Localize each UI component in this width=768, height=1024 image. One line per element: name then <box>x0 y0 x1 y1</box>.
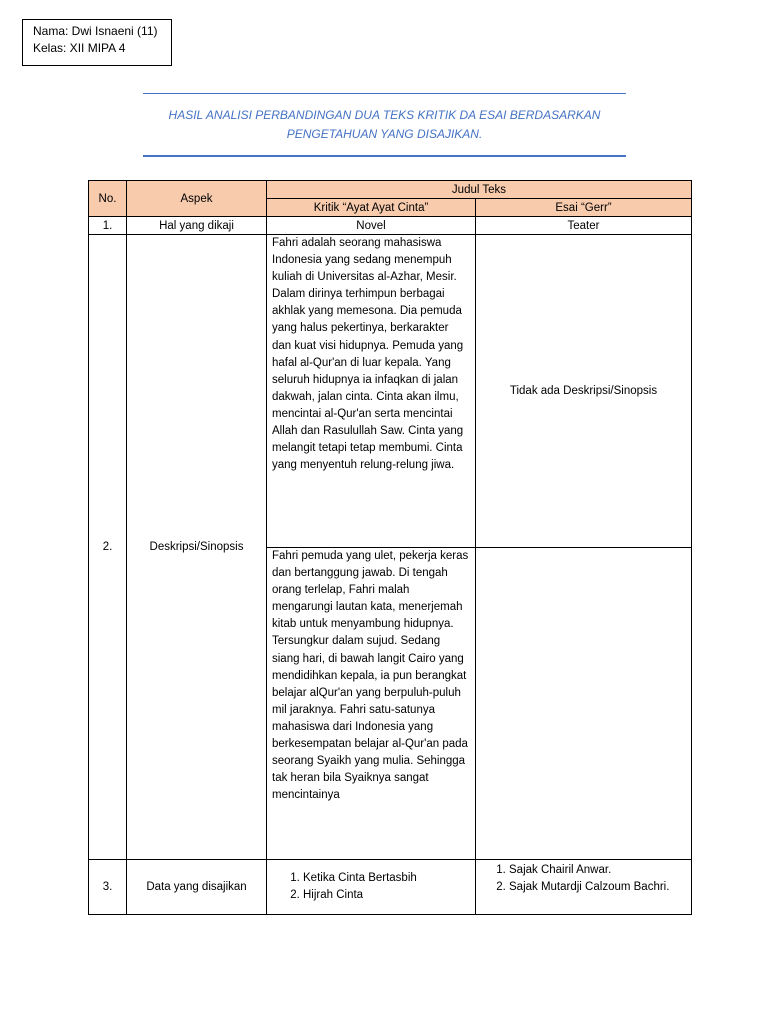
list-item: 1. Sajak Chairil Anwar. <box>509 862 686 879</box>
row2-kritik-part2: Fahri pemuda yang ulet, pekerja keras dan bertanggung jawab. Di tengah orang terlelap, Fahri malah mengarungi lautan kata, menerjemah kitab untuk menyambung hidupnya. Tersungkur dalam sujud. Sedang siang hari, di bawah langit Cairo yang mendidihkan kepala, ia pun berangkat belajar alQur'an yang berpuluh-puluh mil jaraknya. Fahri satu-satunya mahasiswa dari Indonesia yang berkesempatan belajar al-Qur'an pada seorang Syaikh yang mulia. Sehingga tak heran bila Syaiknya sangat mencintainya <box>267 548 476 860</box>
list-item: 2. Sajak Mutardji Calzoum Bachri. <box>509 879 686 896</box>
list-item: 2. Hijrah Cinta <box>303 887 470 904</box>
row1-no: 1. <box>89 217 127 235</box>
row3-no: 3. <box>89 860 127 915</box>
row3-esai <box>476 860 692 915</box>
student-name: Nama: Dwi Isnaeni (11) <box>33 24 158 38</box>
row2-no: 2. <box>89 235 127 860</box>
header-no: No. <box>89 181 127 217</box>
row2-aspek: Deskripsi/Sinopsis <box>127 235 267 860</box>
header-judul-teks: Judul Teks <box>267 181 692 199</box>
header-kritik: Kritik “Ayat Ayat Cinta” <box>267 199 476 217</box>
header-aspek: Aspek <box>127 181 267 217</box>
esai-data-list <box>481 862 686 896</box>
row3-kritik <box>267 860 476 915</box>
table-row <box>89 235 692 548</box>
comparison-table <box>88 180 692 915</box>
title-line-2: PENGETAHUAN YANG DISAJIKAN. <box>286 127 483 141</box>
list-item: 1. Ketika Cinta Bertasbih <box>303 870 470 887</box>
student-class: Kelas: XII MIPA 4 <box>33 41 126 55</box>
row2-kritik-part1: Fahri adalah seorang mahasiswa Indonesia yang sedang menempuh kuliah di Universitas al-Azhar, Mesir. Dalam dirinya terhimpun berbagai akhlak yang memesona. Dia pemuda yang halus pekertinya, berkarakter dan kuat visi hidupnya. Pemuda yang hafal al-Qur'an di luar kepala. Yang seluruh hidupnya ia infaqkan di jalan dakwah, jalan cinta. Cinta akan ilmu, mencintai al-Qur'an serta mencintai Allah dan Rasulullah Saw. Cinta yang melangit tetapi tetap membumi. Cinta yang menyentuh relung-relung jiwa. <box>267 235 476 548</box>
row1-kritik: Novel <box>267 217 476 235</box>
header-esai: Esai “Gerr” <box>476 199 692 217</box>
row1-aspek: Hal yang dikaji <box>127 217 267 235</box>
row2-esai-empty <box>476 548 692 860</box>
title-line-1: HASIL ANALISI PERBANDINGAN DUA TEKS KRITIK DA ESAI BERDASARKAN <box>168 108 601 122</box>
title-top-rule <box>143 93 626 94</box>
row3-aspek: Data yang disajikan <box>127 860 267 915</box>
title-bottom-rule <box>143 155 626 157</box>
identity-box <box>22 19 172 66</box>
header-row-1 <box>89 181 692 199</box>
row2-esai: Tidak ada Deskripsi/Sinopsis <box>476 235 692 548</box>
row1-esai: Teater <box>476 217 692 235</box>
kritik-data-list <box>275 870 470 904</box>
document-title <box>143 106 626 144</box>
table-row <box>89 860 692 915</box>
table-row <box>89 217 692 235</box>
